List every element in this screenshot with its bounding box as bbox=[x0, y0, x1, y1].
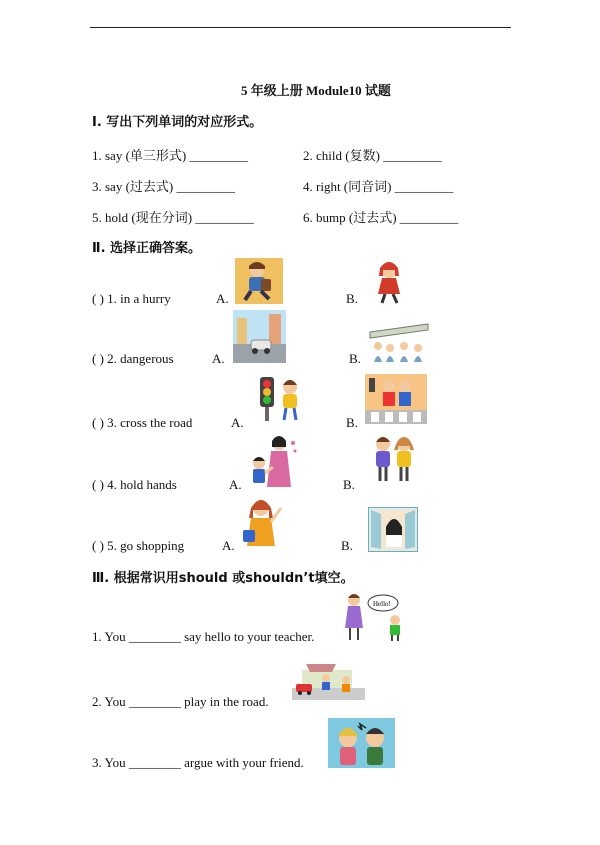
s2-q5-option-b: B. bbox=[341, 538, 353, 553]
s2-q3-option-a: A. bbox=[231, 415, 244, 430]
hello-bubble-text: Hello! bbox=[373, 600, 391, 608]
top-rule bbox=[90, 27, 511, 28]
s1-item-2: 2. child (复数) _________ bbox=[303, 148, 442, 163]
s1-item-3: 3. say (过去式) _________ bbox=[92, 179, 235, 194]
section-3-heading: Ⅲ. 根据常识用should 或shouldn’t填空。 bbox=[92, 571, 354, 586]
street-traffic-picture bbox=[233, 310, 286, 363]
s2-question-1: ( ) 1. in a hurry bbox=[92, 291, 171, 306]
traffic-light-boy-picture bbox=[256, 375, 312, 423]
s2-q5-option-a: A. bbox=[222, 538, 235, 553]
s2-q3-option-b: B. bbox=[346, 415, 358, 430]
children-crosswalk-picture bbox=[365, 374, 427, 424]
page-title: 5 年级上册 Module10 试题 bbox=[241, 83, 391, 98]
girl-walking-picture bbox=[371, 258, 407, 306]
s2-q1-option-a: A. bbox=[216, 291, 229, 306]
mother-child-picture bbox=[247, 433, 299, 491]
two-children-picture bbox=[370, 434, 418, 484]
s1-item-6: 6. bump (过去式) _________ bbox=[303, 210, 459, 225]
s3-item-1: 1. You ________ say hello to your teacher. bbox=[92, 629, 315, 644]
section-2-heading: Ⅱ. 选择正确答案。 bbox=[92, 241, 202, 256]
s2-question-5: ( ) 5. go shopping bbox=[92, 538, 185, 553]
s2-question-2: ( ) 2. dangerous bbox=[92, 351, 174, 366]
s2-question-4: ( ) 4. hold hands bbox=[92, 477, 177, 492]
s3-item-2: 2. You ________ play in the road. bbox=[92, 694, 269, 709]
s2-q2-option-a: A. bbox=[212, 351, 225, 366]
s1-item-4: 4. right (同音词) _________ bbox=[303, 179, 454, 194]
s2-q4-option-a: A. bbox=[229, 477, 242, 492]
woman-shopping-picture bbox=[241, 496, 287, 552]
s2-q4-option-b: B. bbox=[343, 477, 355, 492]
boy-hurrying-picture bbox=[235, 258, 283, 304]
s2-q2-option-b: B. bbox=[349, 351, 361, 366]
s1-item-1: 1. say (单三形式) _________ bbox=[92, 148, 248, 163]
crowd-picture bbox=[366, 318, 432, 364]
s2-question-3: ( ) 3. cross the road bbox=[92, 415, 193, 430]
arguing-friends-picture bbox=[328, 718, 395, 768]
window-girl-picture bbox=[368, 507, 418, 552]
s1-item-5: 5. hold (现在分词) _________ bbox=[92, 210, 254, 225]
section-1-heading: Ⅰ. 写出下列单词的对应形式。 bbox=[92, 115, 263, 130]
s3-item-3: 3. You ________ argue with your friend. bbox=[92, 755, 304, 770]
playing-in-road-picture bbox=[292, 660, 365, 700]
s2-q1-option-b: B. bbox=[346, 291, 358, 306]
greeting-teacher-picture bbox=[340, 592, 410, 642]
